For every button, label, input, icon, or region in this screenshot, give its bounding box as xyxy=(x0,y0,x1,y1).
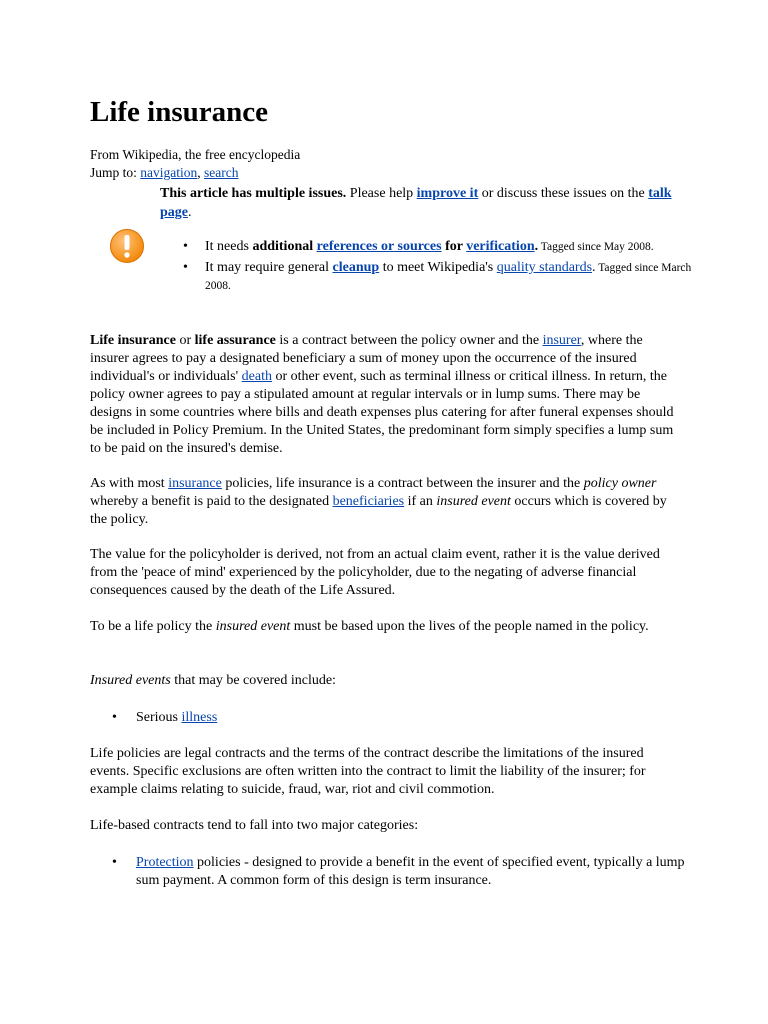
quality-standards-link[interactable]: quality standards xyxy=(496,260,593,275)
issue-tag: Tagged since May 2008. xyxy=(538,241,654,253)
issue-text: . xyxy=(592,260,596,275)
issues-notice-heading xyxy=(160,184,700,222)
issue-tag: Tagged since March 2008. xyxy=(205,262,692,292)
bullet: • xyxy=(112,710,117,725)
paragraph-text: if an xyxy=(404,494,437,509)
paragraph-text: , where the insurer agrees to pay a designated beneficiary a sum of money upon the occurrence of the insured individual's or individuals' xyxy=(90,333,643,384)
paragraph-text: As with most xyxy=(90,476,169,491)
paragraph-text: that may be covered include: xyxy=(170,673,336,688)
issue-text: It may require general xyxy=(205,260,333,275)
insurer-link[interactable]: insurer xyxy=(542,333,581,348)
notice-text: or discuss these issues on the xyxy=(478,186,649,201)
navigation-link[interactable]: navigation xyxy=(140,165,198,180)
notice-text: . xyxy=(188,205,192,220)
paragraph-text: must be based upon the lives of the people named in the policy. xyxy=(290,619,649,634)
notice-text: Please help xyxy=(346,186,417,201)
notice-title: This article has multiple issues. xyxy=(160,186,347,201)
site-subtitle: From Wikipedia, the free encyclopedia xyxy=(90,147,301,162)
illness-link[interactable]: illness xyxy=(181,710,218,725)
paragraph-text: or xyxy=(175,333,195,348)
death-link[interactable]: death xyxy=(241,369,272,384)
italic-term: insured event xyxy=(436,494,511,509)
improve-it-link[interactable]: improve it xyxy=(416,186,479,201)
jump-links xyxy=(90,164,239,182)
issue-item xyxy=(160,259,705,295)
paragraph-text: is a contract between the policy owner and the xyxy=(275,333,543,348)
intro-paragraph xyxy=(90,332,680,458)
value-paragraph: The value for the policyholder is derived, not from an actual claim event, rather it is the value derived from the 'peace of mind' experienced by the policyholder, due to the negating of adverse financial consequences caused by the death of the Life Assured. xyxy=(90,547,660,598)
paragraph-text: policies, life insurance is a contract between the insurer and the xyxy=(221,476,584,491)
term-life-assurance: life assurance xyxy=(194,333,276,348)
list-item-text: policies - designed to provide a benefit in the event of specified event, typically a lump sum payment. A common form of this design is term insurance. xyxy=(136,855,685,888)
bullet: • xyxy=(183,239,188,254)
paragraph-text: or other event, such as terminal illness or critical illness. In return, the policy owner agrees to pay a stipulated amount at regular intervals or in lump sums. There may be designs in some countries where bills and death expenses plus catering for after funeral expenses should be included in Policy Premium. In the United States, the predominant form simply specifies a lump sum to be paid on the insured's demise. xyxy=(90,369,674,456)
search-link[interactable]: search xyxy=(204,165,239,180)
paragraph-text: occurs which is covered by the policy. xyxy=(90,494,667,527)
categories-paragraph: Life-based contracts tend to fall into two major categories: xyxy=(90,818,419,833)
issue-bold-text: . xyxy=(534,239,539,254)
issue-text: to meet Wikipedia's xyxy=(379,260,497,275)
issue-bold-text: for xyxy=(441,239,467,254)
jump-separator: , xyxy=(197,165,205,180)
warning-icon xyxy=(109,228,145,264)
issue-item xyxy=(160,238,705,256)
verification-link[interactable]: verification xyxy=(466,239,535,254)
list-item xyxy=(90,709,690,727)
cleanup-link[interactable]: cleanup xyxy=(332,260,380,275)
italic-term: Insured events xyxy=(90,673,171,688)
page-title: Life insurance xyxy=(90,96,269,128)
insurance-link[interactable]: insurance xyxy=(168,476,222,491)
protection-link[interactable]: Protection xyxy=(136,855,194,870)
issues-list xyxy=(160,238,705,298)
italic-term: insured event xyxy=(215,619,291,634)
categories-list xyxy=(90,854,690,890)
insured-events-intro xyxy=(90,672,680,690)
bullet: • xyxy=(112,855,117,870)
paragraph-text: whereby a benefit is paid to the designated xyxy=(90,494,333,509)
bullet: • xyxy=(183,260,188,275)
issue-bold-text: additional xyxy=(252,239,314,254)
list-item-text: Serious xyxy=(136,710,182,725)
references-link[interactable]: references or sources xyxy=(316,239,442,254)
paragraph-text: To be a life policy the xyxy=(90,619,216,634)
beneficiaries-link[interactable]: beneficiaries xyxy=(332,494,405,509)
contracts-paragraph: Life policies are legal contracts and the terms of the contract describe the limitations of the insured events. Specific exclusions are often written into the contract to limit the liability of the insurer; for example claims relating to suicide, fraud, war, riot and civil commotion. xyxy=(90,746,646,797)
life-policy-paragraph xyxy=(90,618,680,636)
insured-events-list xyxy=(90,709,690,727)
italic-term: policy owner xyxy=(583,476,657,491)
term-life-insurance: Life insurance xyxy=(90,333,176,348)
policy-paragraph xyxy=(90,475,680,529)
talk-page-link[interactable]: talk page xyxy=(160,186,672,220)
jump-prefix: Jump to: xyxy=(90,165,141,180)
issue-text: It needs xyxy=(205,239,253,254)
list-item xyxy=(90,854,690,890)
